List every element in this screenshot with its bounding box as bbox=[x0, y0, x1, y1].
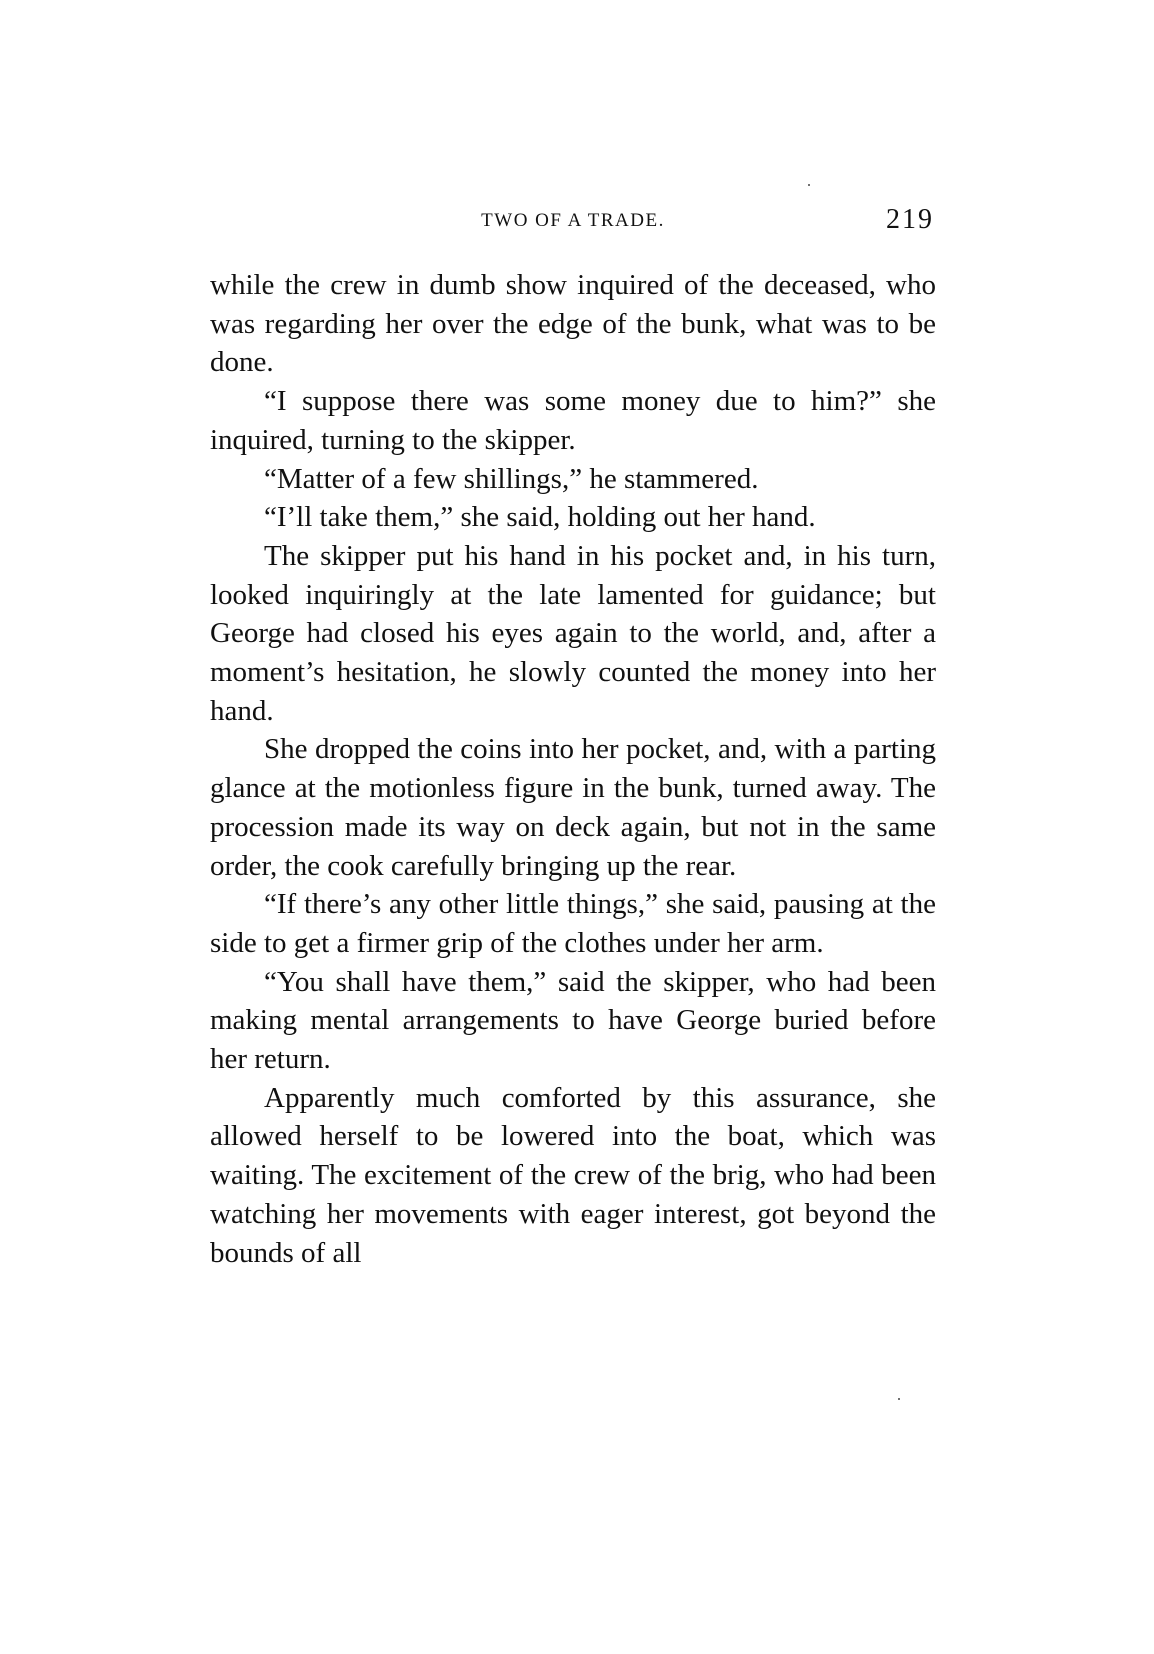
paragraph: Apparently much comforted by this assurance, she allowed herself to be lowered into the boat, which was waiting. The excitement of the crew of the brig, who had been watching her movements with eager interest, got beyond the bounds of all bbox=[210, 1081, 936, 1269]
paragraph: “Matter of a few shillings,” he stammered. bbox=[264, 462, 759, 495]
paragraph: “If there’s any other little things,” she said, pausing at the side to get a firmer grip of the clothes under her arm. bbox=[210, 888, 936, 959]
paragraph: “I’ll take them,” she said, holding out her hand. bbox=[264, 501, 816, 534]
paragraph: “I suppose there was some money due to him?” she inquired, turning to the skipper. bbox=[210, 385, 936, 456]
page-number: 219 bbox=[886, 204, 934, 235]
paragraph: while the crew in dumb show inquired of the deceased, who was regarding her over the edge of the bunk, what was to be done. bbox=[210, 269, 936, 379]
print-speck bbox=[898, 1398, 900, 1400]
paragraph: “You shall have them,” said the skipper, who had been making mental arrangements to have George buried before her return. bbox=[210, 965, 936, 1076]
paragraph: She dropped the coins into her pocket, and, with a parting glance at the motionless figure in the bunk, turned away. The procession made its way on deck again, but not in the same order, the cook carefully bringing up the rear. bbox=[210, 733, 936, 882]
print-speck bbox=[808, 184, 810, 186]
body-text bbox=[210, 266, 936, 1272]
running-head bbox=[210, 204, 936, 244]
running-title: TWO OF A TRADE. bbox=[481, 210, 665, 231]
paragraph: The skipper put his hand in his pocket and, in his turn, looked inquiringly at the late lamented for guidance; but George had closed his eyes again to the world, and, after a moment’s hesitation, he slowly counted the money into her hand. bbox=[210, 539, 936, 727]
